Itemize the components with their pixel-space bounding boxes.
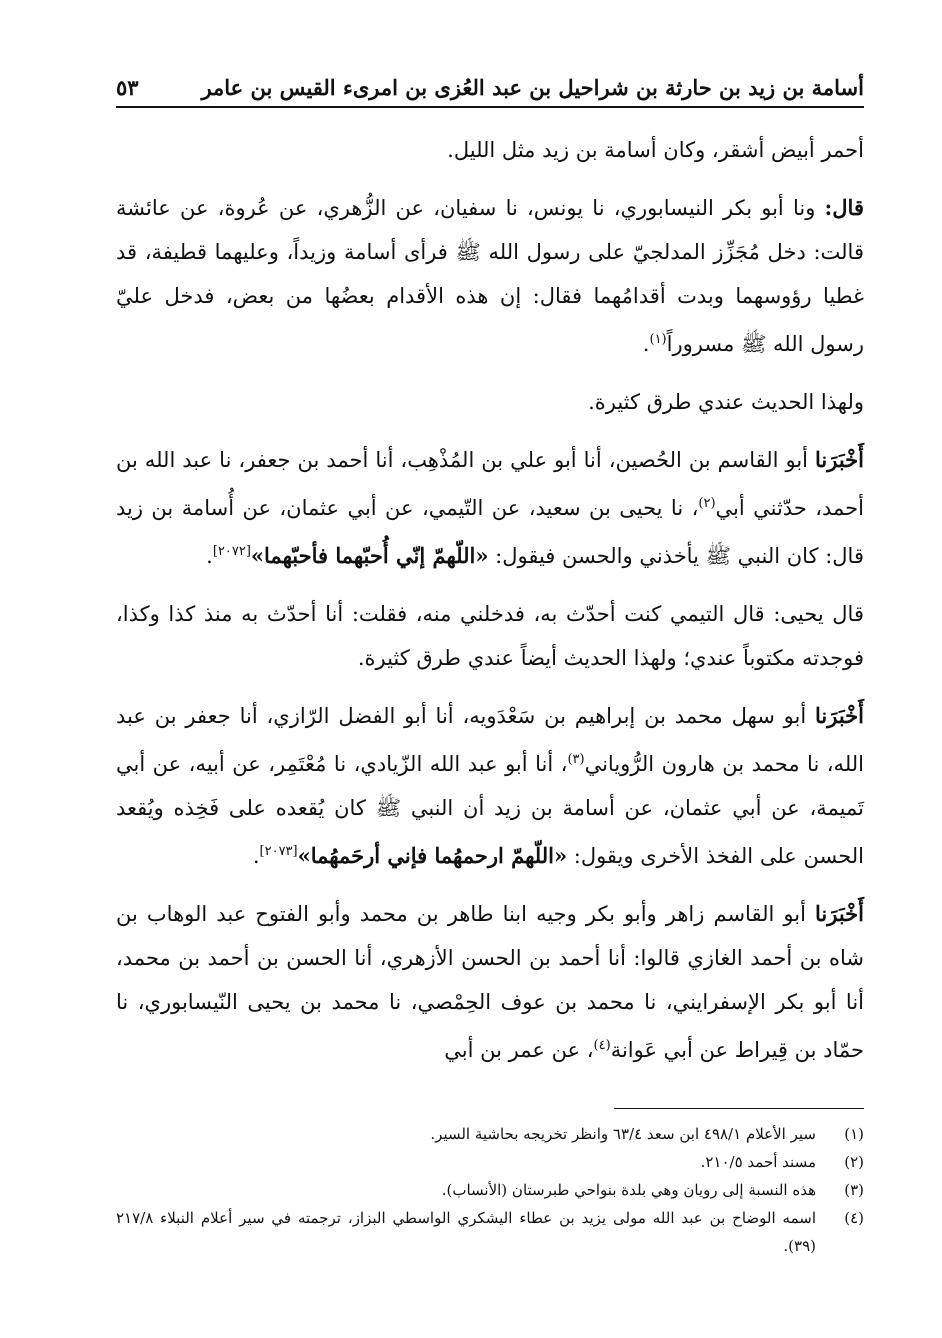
- footnote-number: (٤): [844, 1209, 864, 1227]
- paragraph-text-continued: ، عن عمر بن أبي: [444, 1038, 594, 1062]
- footnote: [116, 1148, 864, 1176]
- paragraph-5: [116, 592, 864, 680]
- hadith-number: [٢٠٧٢]: [212, 544, 251, 559]
- footnote: [116, 1176, 864, 1204]
- paragraph-lead: أَخْبَرَنا: [815, 901, 864, 926]
- footnote-text: هذه النسبة إلى رويان وهي بلدة بنواحي طبرستان (الأنساب).: [441, 1181, 816, 1199]
- paragraph-lead: أَخْبَرَنا: [815, 703, 864, 728]
- footnote-marker: (١): [649, 332, 667, 347]
- footnote-number: (٢): [844, 1153, 864, 1171]
- page-number: ٥٣: [116, 75, 139, 100]
- hadith-quote: «اللّهمّ ارحمهُما فإني أرحَمهُما»: [297, 843, 568, 868]
- paragraph-2: [116, 186, 864, 366]
- paragraph-text: ولهذا الحديث عندي طرق كثيرة.: [588, 390, 864, 414]
- footnotes: [116, 1120, 864, 1260]
- paragraph-text: أبو سهل محمد بن إبراهيم بن سَعْدَويه، أنا أبو الفضل الرّازي، أنا جعفر بن عبد الله، نا محمد بن هارون الرُّوياني: [116, 704, 864, 776]
- footnote-marker: (٤): [593, 1038, 611, 1053]
- footnote-text: سير الأعلام ٤٩٨/١ ابن سعد ٦٣/٤ وانظر تخريجه بحاشية السير.: [430, 1125, 816, 1143]
- footnote-marker: (٣): [567, 752, 585, 767]
- paragraph-text: قال يحيى: قال التيمي كنت أحدّث به، فدخلني منه، فقلت: أنا أحدّث به منذ كذا وكذا، فوجدته مكتوباً عندي؛ ولهذا الحديث أيضاً عندي طرق كثيرة.: [116, 602, 864, 670]
- paragraph-tail: .: [642, 332, 650, 356]
- header-title: أسامة بن زيد بن حارثة بن شراحيل بن عبد العُزى بن امرىء القيس بن عامر: [201, 75, 864, 100]
- paragraph-tail: .: [252, 844, 260, 868]
- paragraph-text-continued: ، أنا أبو عبد الله الزّيادي، نا مُعْتَمِر، عن أبيه، عن أبي تَميمة، عن أبي عثمان، عن أسامة بن زيد أن النبي ﷺ كان يُقعده على فَخِذه ويُقعد الحسن على الفخذ الأخرى ويقول:: [116, 752, 864, 868]
- footnote-number: (١): [844, 1125, 864, 1143]
- paragraph-text: أبو القاسم بن الحُصين، أنا أبو علي بن المُذْهِب، أنا أحمد بن جعفر، نا عبد الله بن أحمد، حدّثني أبي: [116, 448, 865, 520]
- footnote: [116, 1120, 864, 1148]
- footnote: [116, 1204, 864, 1260]
- paragraph-lead: قال:: [824, 195, 864, 220]
- paragraph-4: [116, 438, 864, 578]
- main-text: [116, 128, 864, 1086]
- footnote-text: اسمه الوضاح بن عبد الله مولى يزيد بن عطاء اليشكري الواسطي البزاز، ترجمته في سير أعلام النبلاء ٢١٧/٨ (٣٩).: [116, 1209, 816, 1255]
- paragraph-3: [116, 380, 864, 424]
- paragraph-lead: أَخْبَرَنا: [815, 447, 864, 472]
- paragraph-text-continued: ، نا يحيى بن سعيد، عن التّيمي، عن أبي عثمان، عن أُسامة بن زيد قال: كان النبي ﷺ يأخذني والحسن فيقول:: [116, 496, 864, 568]
- hadith-quote: «اللّهمّ إنّي أُحبّهما فأحبّهما»: [250, 543, 489, 568]
- footnote-marker: (٢): [698, 496, 716, 511]
- paragraph-6: [116, 694, 864, 878]
- paragraph-tail: .: [206, 544, 213, 568]
- paragraph-7: [116, 892, 864, 1072]
- hadith-number: [٢٠٧٣]: [259, 844, 298, 859]
- paragraph-text: أحمر أبيض أشقر، وكان أسامة بن زيد مثل الليل.: [447, 138, 864, 162]
- footnote-number: (٣): [844, 1181, 864, 1199]
- paragraph-1: [116, 128, 864, 172]
- paragraph-text: ونا أبو بكر النيسابوري، نا يونس، نا سفيان، عن الزُّهري، عن عُروة، عن عائشة قالت: دخل مُجَزِّز المدلجيّ على رسول الله ﷺ فرأى أسامة وزيداً، وعليهما قطيفة، قد غطيا رؤوسهما وبدت أقدامُهما فقال: إن هذه الأقدام بعضُها من بعض، فدخل عليّ رسول الله ﷺ مسروراً: [116, 196, 864, 356]
- paragraph-text: أبو القاسم زاهر وأبو بكر وجيه ابنا طاهر بن محمد وأبو الفتوح عبد الوهاب بن شاه بن أحمد الغازي قالوا: أنا أحمد بن الحسن الأزهري، أنا الحسن بن أحمد بن محمد، أنا أبو بكر الإسفرايني، نا محمد بن عوف الحِمْصي، نا محمد بن يحيى النّيسابوري، نا حمّاد بن قِيراط عن أبي عَوانة: [116, 902, 864, 1062]
- footnote-separator: [614, 1108, 864, 1109]
- footnote-text: مسند أحمد ٢١٠/٥.: [700, 1153, 816, 1171]
- running-header: [116, 62, 864, 108]
